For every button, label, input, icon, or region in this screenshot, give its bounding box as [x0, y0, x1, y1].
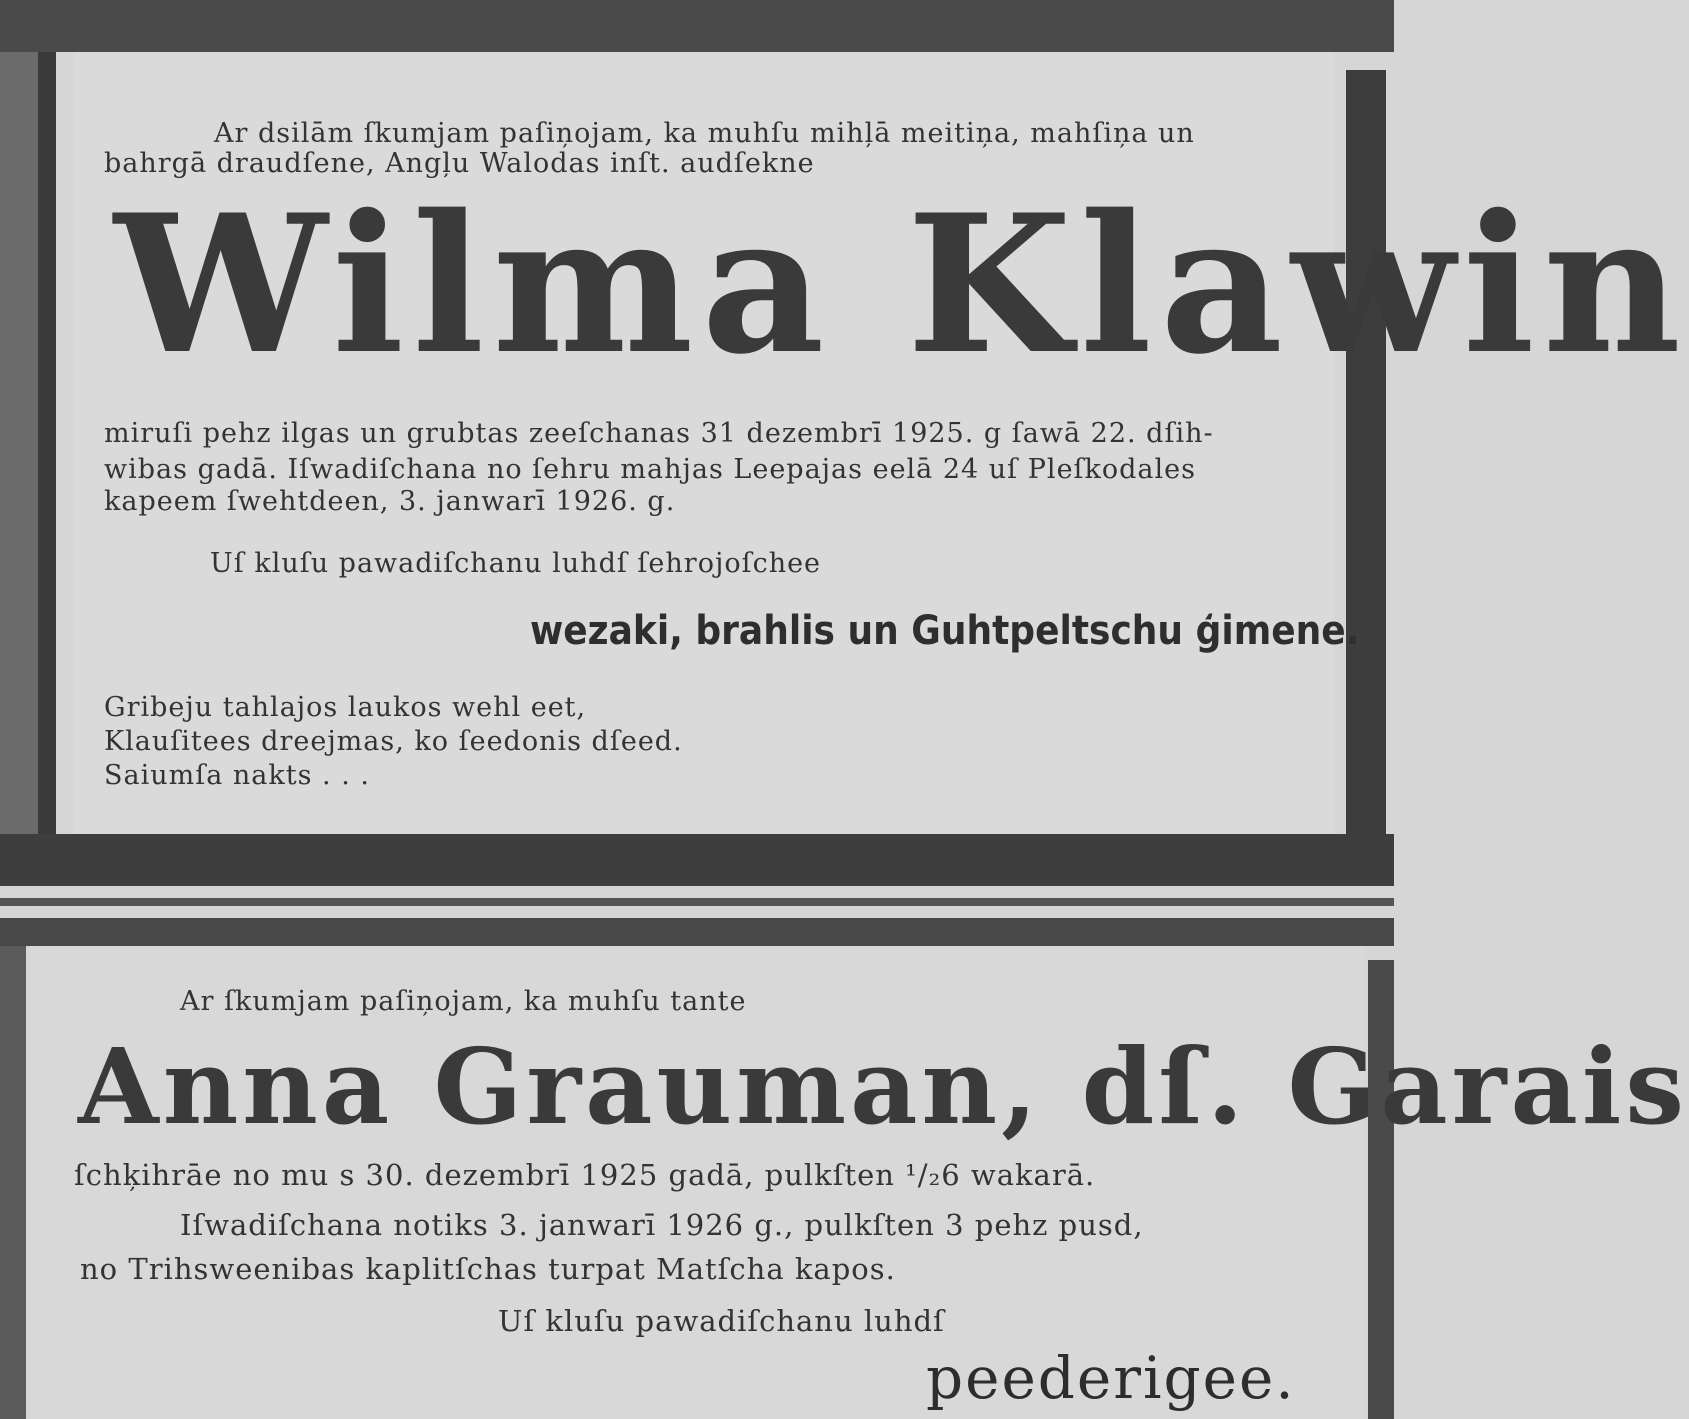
obituary-notice-wilma [74, 52, 1689, 834]
deceased-name: Wilma Klawin [114, 173, 1689, 396]
death-line-1: miruſi pehz ilgas un grubtas zeeſchanas 31 dezembrī 1925. g ſawā 22. dſih- [104, 418, 1214, 449]
poem-line-2: Klauſitees dreejmas, ko ſeedonis dſeed. [104, 726, 683, 757]
mourners-signature: peederigee. [926, 1344, 1296, 1412]
intro-line-2: bahrgā draudſene, Angļu Walodas inſt. audſekne [104, 148, 815, 179]
request-line: Uſ kluſu pawadiſchanu luhdſ [498, 1304, 945, 1338]
death-line-2: wibas gadā. Iſwadiſchana no ſehru mahjas Leepajas eelā 24 uſ Pleſkodales [104, 454, 1197, 485]
intro-line-1: Ar dsilām ſkumjam paſiņojam, ka muhſu mihļā meitiņa, mahſiņa un [214, 118, 1195, 149]
request-line: Uſ kluſu pawadiſchanu luhdſ ſehrojoſchee [210, 548, 822, 579]
deceased-name: Anna Grauman, dſ. Garais [78, 1025, 1688, 1148]
poem-line-3: Saiumſa nakts . . . [104, 760, 370, 791]
top-border-band [0, 0, 1394, 52]
mourners-signature: wezaki, brahlis un Guhtpeltschu ģimene. [530, 608, 1360, 654]
divider-band-1 [0, 834, 1394, 886]
intro-line: Ar ſkumjam paſiņojam, ka muhſu tante [180, 986, 747, 1017]
death-line: ſchķihrāe no mu s 30. dezembrī 1925 gadā, pulkſten ¹/₂6 wakarā. [74, 1158, 1096, 1192]
funeral-line-1: Iſwadiſchana notiks 3. janwarī 1926 g., pulkſten 3 pehz pusd, [180, 1208, 1144, 1242]
divider-band-3 [0, 918, 1394, 946]
divider-band-2 [0, 898, 1394, 906]
funeral-line-2: no Trihsweenibas kaplitſchas turpat Matſcha kapos. [80, 1252, 896, 1286]
poem-line-1: Gribeju tahlajos laukos wehl eet, [104, 692, 587, 723]
death-line-3: kapeem ſwehtdeen, 3. janwarī 1926. g. [104, 486, 676, 517]
left-border-rule-2 [0, 946, 26, 1419]
left-border-rule-1 [0, 52, 56, 834]
obituary-notice-anna [30, 946, 1688, 1419]
